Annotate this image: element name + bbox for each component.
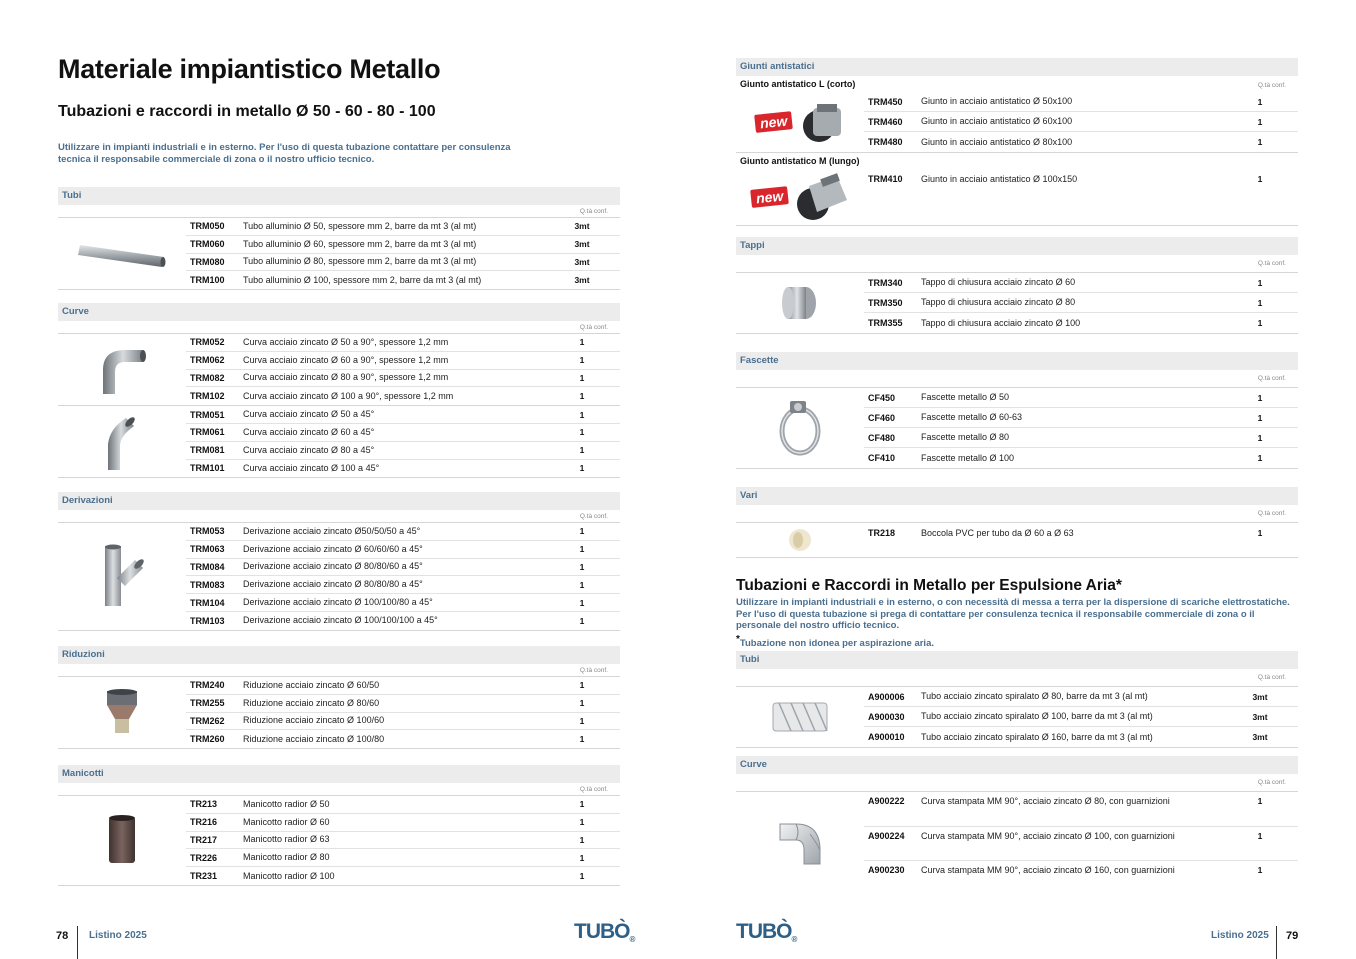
table-row — [864, 827, 1298, 862]
page-subtitle: Tubazioni e raccordi in metallo Ø 50 - 60 - 80 - 100 — [58, 103, 436, 120]
product-code: TRM103 — [190, 615, 225, 626]
product-desc: Fascette metallo Ø 60-63 — [921, 412, 1023, 422]
section-vari — [736, 487, 1298, 558]
rows — [186, 523, 620, 630]
air-section-title: Tubazioni e Raccordi in Metallo per Espulsione Aria* — [736, 577, 1122, 594]
product-code: TRM410 — [868, 174, 903, 184]
table-row — [186, 814, 620, 832]
product-desc: Curva acciaio zincato Ø 100 a 45° — [243, 462, 380, 473]
table-row — [186, 576, 620, 594]
table-row — [186, 218, 620, 236]
table-row — [864, 727, 1298, 747]
air-note — [736, 634, 934, 649]
product-code: TR231 — [190, 871, 218, 882]
product-desc: Tubo acciaio zincato spiralato Ø 160, barre da mt 3 (al mt) — [921, 731, 1153, 742]
table-row — [186, 612, 620, 630]
rows — [864, 687, 1298, 747]
qta-label: Q.tà conf. — [579, 324, 608, 331]
new-badge: new — [755, 111, 794, 133]
table-row — [186, 832, 620, 850]
product-qty: 1 — [1257, 432, 1263, 443]
qta-label: Q.tà conf. — [579, 667, 608, 674]
table-row — [186, 370, 620, 388]
product-desc: Fascette metallo Ø 50 — [921, 392, 1010, 402]
clamp-joint-icon — [799, 100, 845, 144]
product-qty: 3mt — [1252, 732, 1268, 742]
product-desc: Manicotto radior Ø 80 — [243, 852, 330, 863]
table-row — [864, 861, 1298, 896]
product-qty: 1 — [1257, 865, 1263, 875]
brand-logo — [574, 920, 634, 944]
product-code: TRM101 — [190, 463, 225, 474]
product-code: TRM082 — [190, 372, 225, 383]
product-code: TRM460 — [868, 116, 903, 127]
product-desc: Riduzione acciaio zincato Ø 100/60 — [243, 715, 385, 726]
product-code: TR218 — [868, 528, 896, 538]
product-qty: 1 — [579, 337, 585, 348]
qta-label: Q.tà conf. — [1257, 510, 1286, 517]
product-code: TRM260 — [190, 734, 225, 745]
brand-logo — [736, 920, 796, 944]
section-header: Derivazioni — [58, 492, 620, 510]
product-qty: 1 — [1257, 174, 1263, 184]
intro-text: Utilizzare in impianti industriali e in esterno. Per l'uso di questa tubazione contattare per consulenza tecnica il responsabile commerciale di zona o il nostro ufficio tecnico. — [58, 142, 511, 165]
product-desc: Tubo alluminio Ø 100, spessore mm 2, barre da mt 3 (al mt) — [243, 274, 482, 285]
product-code: CF450 — [868, 392, 896, 403]
product-qty: 1 — [1257, 392, 1263, 403]
logo-text: TUBÒ — [574, 920, 630, 943]
section-header: Tubi — [736, 651, 1298, 669]
section-header: Curve — [58, 303, 620, 321]
product-code: TR217 — [190, 834, 218, 845]
product-desc: Tappo di chiusura acciaio zincato Ø 100 — [921, 317, 1081, 328]
note-star: * — [736, 634, 740, 645]
product-qty: 1 — [579, 409, 585, 420]
table-row — [864, 408, 1298, 428]
product-qty: 1 — [579, 579, 585, 590]
product-group — [736, 92, 1298, 153]
joint-long-image — [736, 169, 864, 225]
table-row — [864, 687, 1298, 707]
pipe-image — [58, 218, 186, 289]
new-badge: new — [751, 186, 790, 208]
product-code: TRM080 — [190, 256, 225, 267]
product-code: TR226 — [190, 852, 218, 863]
product-desc: Curva acciaio zincato Ø 50 a 90°, spessore 1,2 mm — [243, 336, 449, 347]
table-row — [186, 867, 620, 885]
table-row — [864, 169, 1298, 189]
product-code: TRM060 — [190, 239, 225, 250]
product-qty: 1 — [579, 817, 585, 828]
product-qty: 3mt — [574, 221, 590, 232]
qta-label: Q.tà conf. — [579, 513, 608, 520]
footer-label: Listino 2025 — [1211, 930, 1269, 941]
subsection-header: Giunto antistatico M (lungo) — [740, 156, 860, 166]
product-desc: Boccola PVC per tubo da Ø 60 a Ø 63 — [921, 527, 1074, 538]
product-group — [736, 522, 1298, 558]
product-code: TRM350 — [868, 297, 903, 308]
table-row — [186, 254, 620, 272]
table-row — [186, 352, 620, 370]
rows — [864, 523, 1298, 557]
footer-divider — [1276, 926, 1277, 959]
product-qty: 1 — [579, 734, 585, 745]
page-title: Materiale impiantistico Metallo — [58, 54, 441, 84]
product-qty: 3mt — [1252, 711, 1268, 722]
product-qty: 1 — [579, 834, 585, 845]
product-qty: 3mt — [574, 256, 590, 267]
product-code: TRM050 — [190, 221, 225, 232]
product-code: TRM061 — [190, 427, 225, 438]
badge-wrap — [755, 100, 844, 144]
section-fascette — [736, 352, 1298, 469]
section-header: Riduzioni — [58, 646, 620, 664]
product-desc: Giunto in acciaio antistatico Ø 60x100 — [921, 116, 1073, 126]
section-giunti — [736, 58, 1298, 226]
product-desc: Curva acciaio zincato Ø 60 a 45° — [243, 426, 375, 437]
product-desc: Curva acciaio zincato Ø 60 a 90°, spessore 1,2 mm — [243, 354, 449, 365]
table-row — [864, 273, 1298, 293]
product-desc: Curva stampata MM 90°, acciaio zincato Ø 160, con guarnizioni — [921, 865, 1175, 875]
product-qty: 1 — [579, 698, 585, 709]
table-row — [186, 541, 620, 559]
product-group — [58, 217, 620, 290]
product-code: TRM051 — [190, 409, 225, 420]
product-qty: 1 — [579, 372, 585, 383]
table-row — [186, 559, 620, 577]
section-manicotti — [58, 765, 620, 886]
product-code: TRM355 — [868, 318, 903, 328]
table-row — [864, 92, 1298, 112]
air-intro-text: Utilizzare in impianti industriali e in esterno, o con necessità di messa a terra per la dispersione di scariche elettrostatiche. Per l'uso di questa tubazione si prega di contattare per consulenza tecnica il responsabile commerciale di zona o il personale del nostro ufficio tecnico. — [736, 597, 1290, 631]
hose-clamp-image — [736, 388, 864, 468]
product-code: TRM104 — [190, 597, 225, 608]
section-header: Giunti antistatici — [736, 58, 1298, 76]
product-qty: 1 — [579, 544, 585, 555]
product-qty: 1 — [579, 597, 585, 608]
product-code: TRM052 — [190, 337, 225, 348]
product-qty: 1 — [1257, 137, 1263, 147]
table-row — [186, 387, 620, 405]
note-text: Tubazione non idonea per aspirazione aria. — [739, 638, 934, 650]
product-group — [736, 169, 1298, 226]
product-group — [736, 387, 1298, 469]
product-group — [58, 522, 620, 631]
section-header: Tappi — [736, 237, 1298, 255]
product-qty: 1 — [579, 427, 585, 438]
rows — [186, 677, 620, 748]
product-desc: Derivazione acciaio zincato Ø 60/60/60 a 45° — [243, 543, 423, 554]
product-desc: Derivazione acciaio zincato Ø 100/100/100 a 45° — [243, 615, 438, 626]
product-qty: 1 — [579, 561, 585, 572]
product-desc: Riduzione acciaio zincato Ø 80/60 — [243, 697, 380, 708]
product-code: A900010 — [868, 732, 905, 742]
product-code: TRM100 — [190, 275, 225, 286]
product-desc: Riduzione acciaio zincato Ø 100/80 — [243, 733, 385, 744]
rows — [864, 273, 1298, 333]
section-tappi — [736, 237, 1298, 334]
product-group — [58, 333, 620, 406]
product-desc: Giunto in acciaio antistatico Ø 50x100 — [921, 96, 1073, 106]
product-code: TRM063 — [190, 544, 225, 555]
product-qty: 1 — [1257, 412, 1263, 423]
product-group — [736, 272, 1298, 334]
product-desc: Manicotto radior Ø 50 — [243, 798, 330, 809]
product-desc: Curva acciaio zincato Ø 50 a 45° — [243, 409, 375, 420]
table-row — [186, 713, 620, 731]
product-code: A900006 — [868, 691, 905, 702]
table-row — [186, 334, 620, 352]
product-qty: 1 — [1257, 297, 1263, 308]
y-branch-image — [58, 523, 186, 630]
product-desc: Tubo acciaio zincato spiralato Ø 80, barre da mt 3 (al mt) — [921, 691, 1148, 701]
qta-label: Q.tà conf. — [1257, 375, 1286, 382]
qta-label: Q.tà conf. — [1257, 779, 1286, 786]
clamp-joint-long-icon — [795, 172, 849, 222]
product-desc: Tappo di chiusura acciaio zincato Ø 80 — [921, 297, 1076, 307]
product-code: TRM084 — [190, 561, 225, 572]
product-desc: Manicotto radior Ø 100 — [243, 870, 335, 881]
product-code: TRM053 — [190, 526, 225, 537]
product-desc: Curva stampata MM 90°, acciaio zincato Ø 80, con guarnizioni — [921, 796, 1170, 806]
product-code: A900230 — [868, 865, 905, 875]
table-row — [864, 112, 1298, 132]
product-desc: Tappo di chiusura acciaio zincato Ø 60 — [921, 277, 1076, 287]
product-desc: Giunto in acciaio antistatico Ø 80x100 — [921, 136, 1073, 147]
product-qty: 1 — [579, 871, 585, 882]
product-qty: 1 — [1257, 277, 1263, 288]
pressed-elbow-image — [736, 792, 864, 896]
product-qty: 3mt — [574, 239, 590, 250]
product-qty: 1 — [579, 852, 585, 863]
table-row — [864, 707, 1298, 727]
page-number: 79 — [1286, 930, 1299, 942]
section-tubi — [58, 187, 620, 290]
product-desc: Derivazione acciaio zincato Ø50/50/50 a 45° — [243, 525, 421, 536]
product-qty: 1 — [579, 355, 585, 366]
footer-label: Listino 2025 — [89, 930, 147, 941]
table-row — [186, 424, 620, 442]
product-group — [58, 406, 620, 478]
product-qty: 1 — [579, 799, 585, 810]
product-code: CF410 — [868, 453, 896, 463]
product-qty: 1 — [579, 445, 585, 456]
rows — [186, 796, 620, 885]
logo-mark: ® — [629, 935, 635, 944]
product-code: TRM083 — [190, 579, 225, 590]
qta-label: Q.tà conf. — [1257, 260, 1286, 267]
section-riduzioni — [58, 646, 620, 749]
logo-text: TUBÒ — [736, 920, 792, 943]
qta-label: Q.tà conf. — [1257, 674, 1286, 681]
joint-image — [736, 92, 864, 152]
section-air-curve — [736, 756, 1298, 896]
table-row — [186, 677, 620, 695]
product-code: TR213 — [190, 799, 218, 810]
rows — [186, 218, 620, 289]
table-row — [186, 236, 620, 254]
product-code: A900224 — [868, 830, 905, 841]
rows — [186, 334, 620, 405]
pvc-bushing-image — [736, 523, 864, 557]
product-code: CF460 — [868, 412, 896, 423]
section-header: Fascette — [736, 352, 1298, 370]
table-row — [186, 460, 620, 478]
table-row — [186, 796, 620, 814]
table-row — [864, 293, 1298, 313]
section-air-tubi — [736, 651, 1298, 748]
sleeve-image — [58, 796, 186, 885]
product-group — [58, 676, 620, 749]
product-desc: Tubo alluminio Ø 60, spessore mm 2, barre da mt 3 (al mt) — [243, 238, 477, 249]
product-code: TRM262 — [190, 715, 225, 726]
section-derivazioni — [58, 492, 620, 631]
table-row — [864, 523, 1298, 543]
elbow-45-image — [58, 406, 186, 477]
table-row — [186, 442, 620, 460]
table-row — [864, 388, 1298, 408]
table-row — [864, 448, 1298, 468]
table-row — [864, 313, 1298, 333]
product-qty: 1 — [1257, 96, 1263, 107]
product-qty: 1 — [579, 715, 585, 726]
product-group — [736, 686, 1298, 748]
product-qty: 1 — [1257, 116, 1263, 127]
product-qty: 1 — [579, 391, 585, 402]
product-code: TRM081 — [190, 445, 225, 456]
spiral-pipe-image — [736, 687, 864, 747]
subheader-row — [736, 76, 1298, 92]
product-code: TRM102 — [190, 391, 225, 402]
section-header: Manicotti — [58, 765, 620, 783]
product-qty: 1 — [579, 526, 585, 537]
table-row — [186, 271, 620, 289]
product-desc: Tubo alluminio Ø 80, spessore mm 2, barre da mt 3 (al mt) — [243, 256, 477, 267]
qta-label: Q.tà conf. — [1257, 82, 1286, 89]
product-desc: Fascette metallo Ø 100 — [921, 452, 1015, 463]
product-qty: 3mt — [1252, 691, 1268, 702]
product-code: CF480 — [868, 432, 896, 443]
rows — [864, 388, 1298, 468]
product-qty: 1 — [1257, 796, 1263, 806]
reducer-image — [58, 677, 186, 748]
table-row — [186, 695, 620, 713]
cap-image — [736, 273, 864, 333]
section-header: Tubi — [58, 187, 620, 205]
product-code: A900030 — [868, 711, 905, 722]
table-row — [186, 849, 620, 867]
product-desc: Curva acciaio zincato Ø 80 a 45° — [243, 444, 375, 455]
product-desc: Manicotto radior Ø 60 — [243, 816, 330, 827]
product-code: TRM450 — [868, 96, 903, 107]
table-row — [186, 406, 620, 424]
table-row — [186, 594, 620, 612]
product-desc: Riduzione acciaio zincato Ø 60/50 — [243, 679, 380, 690]
product-qty: 1 — [1257, 318, 1263, 328]
product-code: TRM240 — [190, 680, 225, 691]
product-qty: 1 — [1257, 528, 1263, 538]
product-code: TRM340 — [868, 277, 903, 288]
rows — [186, 406, 620, 477]
product-code: TRM255 — [190, 698, 225, 709]
page-right — [678, 0, 1356, 959]
qta-label: Q.tà conf. — [579, 786, 608, 793]
qta-label: Q.tà conf. — [579, 208, 608, 215]
product-desc: Curva stampata MM 90°, acciaio zincato Ø 100, con guarnizioni — [921, 830, 1175, 841]
footer-divider — [77, 926, 78, 959]
product-qty: 3mt — [574, 275, 590, 286]
logo-mark: ® — [791, 935, 797, 944]
product-desc: Fascette metallo Ø 80 — [921, 432, 1010, 442]
product-desc: Curva acciaio zincato Ø 100 a 90°, spessore 1,2 mm — [243, 390, 454, 401]
product-desc: Derivazione acciaio zincato Ø 80/80/60 a 45° — [243, 561, 423, 572]
product-qty: 1 — [579, 680, 585, 691]
section-header: Curve — [736, 756, 1298, 774]
page-number: 78 — [56, 930, 69, 942]
table-row — [186, 523, 620, 541]
product-qty: 1 — [579, 615, 585, 626]
product-desc: Giunto in acciaio antistatico Ø 100x150 — [921, 173, 1078, 184]
product-qty: 1 — [1257, 830, 1263, 841]
table-row — [186, 730, 620, 748]
section-curve — [58, 303, 620, 478]
product-qty: 1 — [579, 463, 585, 474]
rows — [864, 792, 1298, 896]
rows — [864, 169, 1298, 225]
badge-wrap — [751, 172, 848, 222]
elbow-90-image — [58, 334, 186, 405]
section-header: Vari — [736, 487, 1298, 505]
product-desc: Manicotto radior Ø 63 — [243, 834, 330, 845]
product-desc: Curva acciaio zincato Ø 80 a 90°, spessore 1,2 mm — [243, 372, 449, 383]
product-desc: Tubo acciaio zincato spiralato Ø 100, barre da mt 3 (al mt) — [921, 711, 1153, 721]
product-group — [58, 795, 620, 886]
rows — [864, 92, 1298, 152]
product-code: TR216 — [190, 817, 218, 828]
table-row — [864, 428, 1298, 448]
product-code: TRM480 — [868, 137, 903, 147]
product-desc: Tubo alluminio Ø 50, spessore mm 2, barre da mt 3 (al mt) — [243, 220, 477, 231]
product-group — [736, 791, 1298, 896]
table-row — [864, 792, 1298, 827]
product-code: A900222 — [868, 796, 905, 806]
product-desc: Derivazione acciaio zincato Ø 100/100/80 a 45° — [243, 597, 433, 608]
product-qty: 1 — [1257, 453, 1263, 463]
table-row — [864, 132, 1298, 152]
product-code: TRM062 — [190, 355, 225, 366]
subsection-header: Giunto antistatico L (corto) — [740, 79, 856, 89]
product-desc: Derivazione acciaio zincato Ø 80/80/80 a 45° — [243, 579, 423, 590]
